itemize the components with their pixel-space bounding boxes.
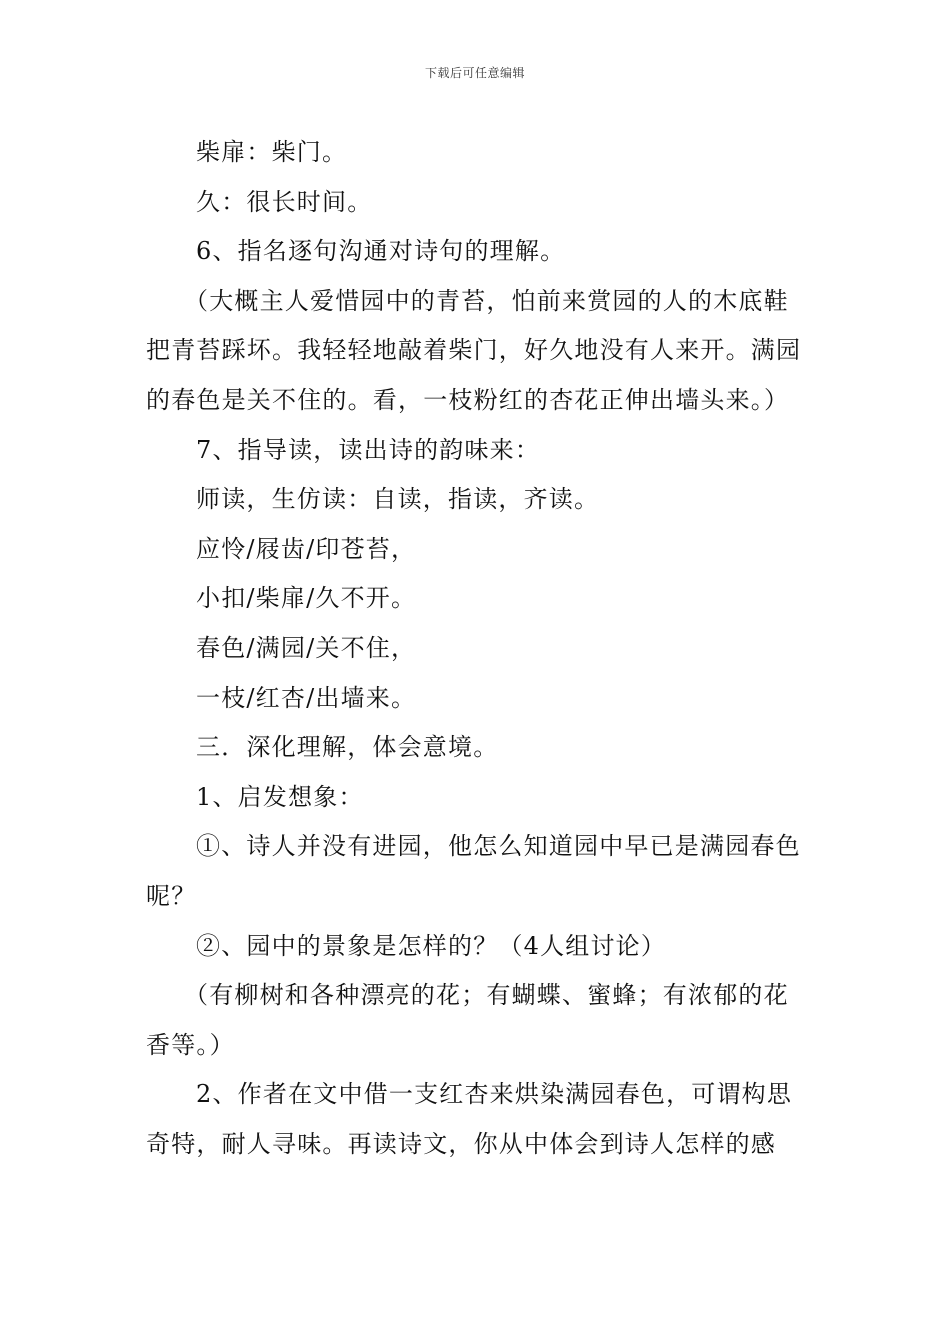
paragraph-question-1: ①、诗人并没有进园，他怎么知道园中早已是满园春色呢？ (146, 832, 801, 910)
paragraph-def-chaifei: 柴扉：柴门。 (196, 138, 348, 166)
paragraph-explanation-1: （大概主人爱惜园中的青苔，怕前来赏园的人的木底鞋把青苔踩坏。我轻轻地敲着柴门，好久地没有人来开。满园的春色是关不住的。看，一枝粉红的杏花正伸出墙头来。） (146, 286, 802, 414)
page-header: 下载后可任意编辑 (424, 66, 525, 80)
poem-line-1: 应怜/屐齿/印苍苔， (196, 534, 417, 563)
paragraph-reading-methods: 师读，生仿读：自读，指读，齐读。 (196, 485, 600, 514)
paragraph-def-jiu: 久：很长时间。 (196, 187, 373, 216)
poem-line-3: 春色/满园/关不住， (196, 633, 417, 662)
paragraph-question-2: ②、园中的景象是怎样的？（4人组讨论） (196, 931, 667, 960)
paragraph-answer-2: （有柳树和各种漂亮的花；有蝴蝶、蜜蜂；有浓郁的花香等。） (146, 981, 789, 1059)
paragraph-step-6: 6、指名逐句沟通对诗句的理解。 (196, 237, 566, 266)
paragraph-sub-1: 1、启发想象： (196, 782, 364, 811)
section-heading-3: 三．深化理解，体会意境。 (196, 733, 499, 762)
paragraph-sub-2: 2、作者在文中借一支红杏来烘染满园春色，可谓构思奇特，耐人寻味。再读诗文，你从中体会到诗人怎样的感 (146, 1080, 793, 1158)
poem-line-2: 小扣/柴扉/久不开。 (196, 584, 417, 613)
document-body (146, 128, 806, 1169)
paragraph-step-7: 7、指导读，读出诗的韵味来： (196, 435, 541, 464)
poem-line-4: 一枝/红杏/出墙来。 (196, 683, 417, 712)
